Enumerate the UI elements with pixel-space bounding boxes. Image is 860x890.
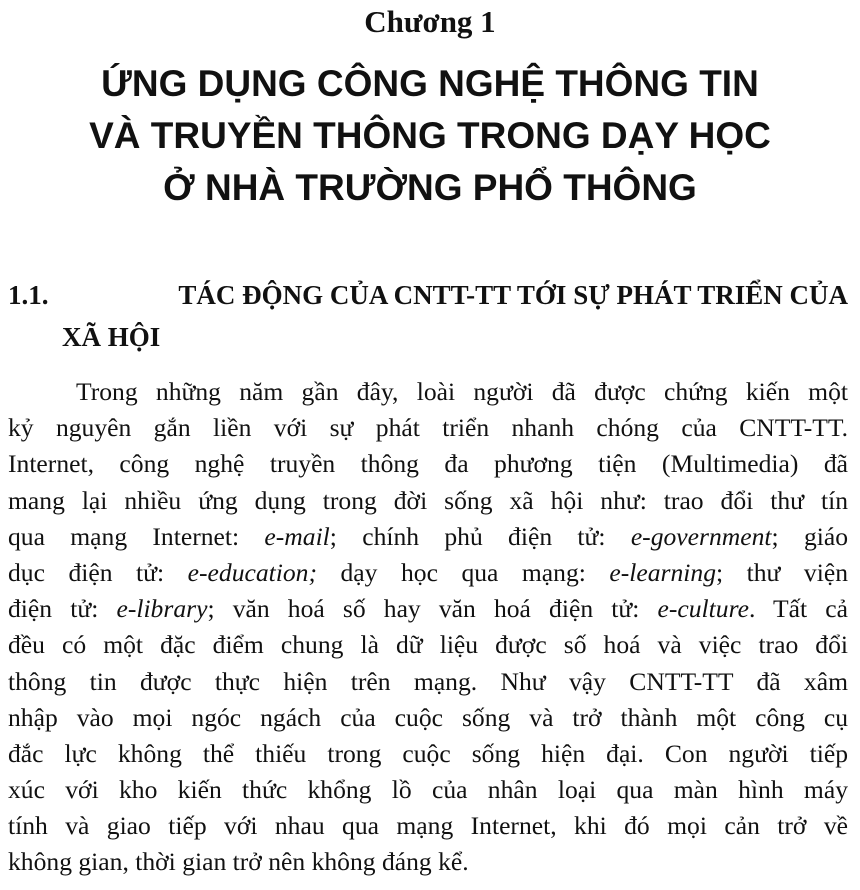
section-heading-line: XÃ HỘI <box>62 322 161 352</box>
paragraph-line: đắc lực không thể thiếu trong cuộc sống hiện đại. Con người tiếp <box>8 738 848 768</box>
italic-term: e-culture <box>657 594 749 624</box>
paragraph-line: đều có một đặc điểm chung là dữ liệu được số hoá và việc trao đổi <box>8 630 848 660</box>
body-paragraph <box>8 374 848 881</box>
section-heading-text: TÁC ĐỘNG CỦA CNTT-TT TỚI SỰ PHÁT TRIỂN CỦA <box>178 280 848 310</box>
paragraph-line: qua mạng Internet: e-mail; chính phủ điện tử: e-government; giáo <box>8 521 849 551</box>
chapter-label: Chương 1 <box>364 4 496 39</box>
section-heading <box>8 274 848 358</box>
chapter-title-line: ỨNG DỤNG CÔNG NGHỆ THÔNG TIN <box>101 63 759 104</box>
paragraph-line: mang lại nhiều ứng dụng trong đời sống xã hội như: trao đổi thư tín <box>8 485 848 515</box>
italic-term: e-mail <box>264 521 330 551</box>
italic-term: e-government <box>630 521 772 551</box>
section-number: 1.1. <box>8 280 49 310</box>
paragraph-line: xúc với kho kiến thức khổng lồ của nhân loại qua màn hình máy <box>8 775 848 805</box>
chapter-title <box>0 58 860 214</box>
paragraph-line: điện tử: e-library; văn hoá số hay văn hoá điện tử: e-culture. Tất cả <box>8 594 848 624</box>
paragraph-line: kỷ nguyên gắn liền với sự phát triển nhanh chóng của CNTT-TT. <box>8 413 848 443</box>
paragraph-line: thông tin được thực hiện trên mạng. Như vậy CNTT-TT đã xâm <box>8 666 848 696</box>
paragraph-line: Trong những năm gần đây, loài người đã được chứng kiến một <box>76 377 848 406</box>
chapter-title-line: VÀ TRUYỀN THÔNG TRONG DẠY HỌC <box>89 115 771 156</box>
italic-term: e-learning <box>609 557 717 587</box>
section-heading-line <box>8 274 848 316</box>
paragraph-line: tính và giao tiếp với nhau qua mạng Internet, khi đó mọi cản trở về <box>8 811 848 841</box>
chapter-title-line: Ở NHÀ TRƯỜNG PHỔ THÔNG <box>163 167 697 208</box>
paragraph-line: nhập vào mọi ngóc ngách của cuộc sống và trở thành một công cụ <box>8 702 848 732</box>
paragraph-line: dục điện tử: e-education; dạy học qua mạng: e-learning; thư viện <box>8 557 848 587</box>
italic-term: e-education; <box>187 557 317 587</box>
paragraph-line: Internet, công nghệ truyền thông đa phương tiện (Multimedia) đã <box>8 449 848 479</box>
paragraph-line: không gian, thời gian trở nên không đáng kể. <box>8 847 469 877</box>
italic-term: e-library <box>116 594 208 624</box>
